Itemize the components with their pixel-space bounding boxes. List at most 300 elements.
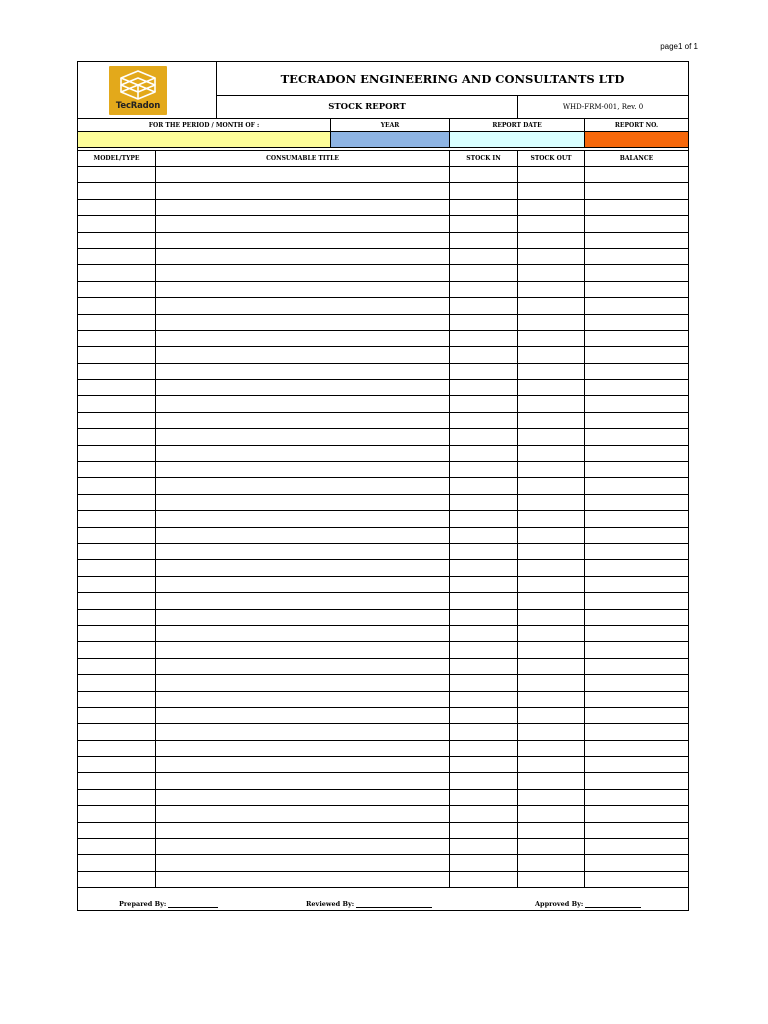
table-row xyxy=(78,462,688,478)
stock-out-cell[interactable] xyxy=(518,528,585,543)
stock-out-cell[interactable] xyxy=(518,773,585,788)
balance-cell[interactable] xyxy=(585,495,688,510)
table-header-row xyxy=(78,151,688,167)
table-row xyxy=(78,183,688,199)
table-row xyxy=(78,806,688,822)
stock-out-cell[interactable] xyxy=(518,298,585,313)
stock-in-cell[interactable] xyxy=(450,708,518,723)
year-field[interactable] xyxy=(331,132,450,147)
model-type-cell[interactable] xyxy=(78,331,156,346)
balance-cell[interactable] xyxy=(585,478,688,493)
stock-in-cell[interactable] xyxy=(450,806,518,821)
balance-cell[interactable] xyxy=(585,560,688,575)
stacked-boxes-icon xyxy=(115,69,161,101)
consumable-title-cell[interactable] xyxy=(156,331,450,346)
stock-out-cell[interactable] xyxy=(518,249,585,264)
stock-in-cell[interactable] xyxy=(450,724,518,739)
consumable-title-cell[interactable] xyxy=(156,806,450,821)
stock-in-cell[interactable] xyxy=(450,839,518,854)
stock-in-cell[interactable] xyxy=(450,347,518,362)
table-row xyxy=(78,577,688,593)
model-type-cell[interactable] xyxy=(78,593,156,608)
stock-in-cell[interactable] xyxy=(450,593,518,608)
model-type-cell[interactable] xyxy=(78,380,156,395)
column-header-stock-out: STOCK OUT xyxy=(518,151,585,166)
signature-footer xyxy=(78,896,688,910)
stock-out-cell[interactable] xyxy=(518,757,585,772)
consumable-title-cell[interactable] xyxy=(156,855,450,870)
column-header-balance: BALANCE xyxy=(619,155,654,162)
table-row xyxy=(78,823,688,839)
table-row xyxy=(78,396,688,412)
table-row xyxy=(78,741,688,757)
company-logo xyxy=(109,66,167,115)
table-row xyxy=(78,773,688,789)
stock-out-cell[interactable] xyxy=(518,626,585,641)
model-type-cell[interactable] xyxy=(78,708,156,723)
balance-cell[interactable] xyxy=(585,593,688,608)
form-code: WHD-FRM-001, Rev. 0 xyxy=(562,103,644,111)
consumable-title-cell[interactable] xyxy=(156,741,450,756)
stock-in-cell[interactable] xyxy=(450,528,518,543)
stock-in-cell[interactable] xyxy=(450,560,518,575)
model-type-cell[interactable] xyxy=(78,167,156,182)
stock-in-cell[interactable] xyxy=(450,216,518,231)
table-row xyxy=(78,331,688,347)
consumable-title-cell[interactable] xyxy=(156,593,450,608)
table-row xyxy=(78,610,688,626)
balance-cell[interactable] xyxy=(585,790,688,805)
model-type-cell[interactable] xyxy=(78,823,156,838)
balance-cell[interactable] xyxy=(585,823,688,838)
model-type-cell[interactable] xyxy=(78,790,156,805)
balance-cell[interactable] xyxy=(585,200,688,215)
balance-cell[interactable] xyxy=(585,315,688,330)
model-type-cell[interactable] xyxy=(78,757,156,772)
consumable-title-cell[interactable] xyxy=(156,200,450,215)
form-header xyxy=(78,62,688,119)
stock-in-cell[interactable] xyxy=(450,413,518,428)
consumable-title-cell[interactable] xyxy=(156,724,450,739)
consumable-title-cell[interactable] xyxy=(156,757,450,772)
prepared-by-line[interactable] xyxy=(168,900,218,908)
stock-out-cell[interactable] xyxy=(518,708,585,723)
consumable-title-cell[interactable] xyxy=(156,233,450,248)
stock-in-cell[interactable] xyxy=(450,577,518,592)
table-row xyxy=(78,560,688,576)
stock-out-cell[interactable] xyxy=(518,806,585,821)
logo-cell xyxy=(78,62,217,118)
stock-in-cell[interactable] xyxy=(450,741,518,756)
table-row xyxy=(78,200,688,216)
stock-out-cell[interactable] xyxy=(518,839,585,854)
stock-in-cell[interactable] xyxy=(450,265,518,280)
consumable-title-cell[interactable] xyxy=(156,478,450,493)
model-type-cell[interactable] xyxy=(78,249,156,264)
stock-in-cell[interactable] xyxy=(450,495,518,510)
company-name: TECRADON ENGINEERING AND CONSULTANTS LTD xyxy=(217,62,688,96)
balance-cell[interactable] xyxy=(585,692,688,707)
stock-out-cell[interactable] xyxy=(518,741,585,756)
table-row xyxy=(78,839,688,855)
stock-in-cell[interactable] xyxy=(450,315,518,330)
balance-cell[interactable] xyxy=(585,544,688,559)
balance-cell[interactable] xyxy=(585,298,688,313)
balance-cell[interactable] xyxy=(585,741,688,756)
model-type-cell[interactable] xyxy=(78,446,156,461)
model-type-cell[interactable] xyxy=(78,724,156,739)
stock-in-cell[interactable] xyxy=(450,855,518,870)
table-row xyxy=(78,757,688,773)
table-row xyxy=(78,380,688,396)
stock-in-cell[interactable] xyxy=(450,642,518,657)
consumable-title-cell[interactable] xyxy=(156,183,450,198)
balance-cell[interactable] xyxy=(585,724,688,739)
table-row xyxy=(78,364,688,380)
model-type-cell[interactable] xyxy=(78,364,156,379)
consumable-title-cell[interactable] xyxy=(156,282,450,297)
stock-in-cell[interactable] xyxy=(450,331,518,346)
reviewed-by-signature xyxy=(306,900,432,908)
balance-cell[interactable] xyxy=(585,757,688,772)
balance-cell[interactable] xyxy=(585,331,688,346)
reviewed-by-line[interactable] xyxy=(356,900,432,908)
consumable-title-cell[interactable] xyxy=(156,462,450,477)
stock-out-cell[interactable] xyxy=(518,282,585,297)
consumable-title-cell[interactable] xyxy=(156,364,450,379)
model-type-cell[interactable] xyxy=(78,659,156,674)
column-header-stock-in: STOCK IN xyxy=(450,151,518,166)
stock-out-cell[interactable] xyxy=(518,511,585,526)
stock-out-cell[interactable] xyxy=(518,200,585,215)
stock-in-cell[interactable] xyxy=(450,872,518,887)
consumable-title-cell[interactable] xyxy=(156,790,450,805)
stock-out-cell[interactable] xyxy=(518,233,585,248)
consumable-title-cell[interactable] xyxy=(156,560,450,575)
table-row xyxy=(78,511,688,527)
balance-cell[interactable] xyxy=(585,855,688,870)
stock-out-cell[interactable] xyxy=(518,495,585,510)
consumable-title-cell[interactable] xyxy=(156,167,450,182)
stock-out-cell[interactable] xyxy=(518,577,585,592)
stock-out-cell[interactable] xyxy=(518,364,585,379)
table-row xyxy=(78,495,688,511)
balance-cell[interactable] xyxy=(585,249,688,264)
model-type-cell[interactable] xyxy=(78,642,156,657)
balance-cell[interactable] xyxy=(585,659,688,674)
stock-out-cell[interactable] xyxy=(518,396,585,411)
stock-out-cell[interactable] xyxy=(518,216,585,231)
balance-cell[interactable] xyxy=(585,216,688,231)
balance-cell[interactable] xyxy=(585,282,688,297)
stock-in-cell[interactable] xyxy=(450,675,518,690)
stock-in-cell[interactable] xyxy=(450,446,518,461)
consumable-title-cell[interactable] xyxy=(156,495,450,510)
balance-cell[interactable] xyxy=(585,413,688,428)
balance-cell[interactable] xyxy=(585,839,688,854)
period-value-row xyxy=(78,132,688,148)
stock-in-cell[interactable] xyxy=(450,790,518,805)
stock-out-cell[interactable] xyxy=(518,331,585,346)
consumable-title-cell[interactable] xyxy=(156,708,450,723)
year-label: YEAR xyxy=(331,119,450,132)
consumable-title-cell[interactable] xyxy=(156,216,450,231)
stock-in-cell[interactable] xyxy=(450,692,518,707)
balance-cell[interactable] xyxy=(585,511,688,526)
table-row xyxy=(78,872,688,888)
table-row xyxy=(78,167,688,183)
consumable-title-cell[interactable] xyxy=(156,626,450,641)
stock-out-cell[interactable] xyxy=(518,560,585,575)
model-type-cell[interactable] xyxy=(78,298,156,313)
stock-out-cell[interactable] xyxy=(518,872,585,887)
report-no-label: REPORT NO. xyxy=(585,119,688,132)
balance-cell[interactable] xyxy=(585,233,688,248)
stock-out-cell[interactable] xyxy=(518,265,585,280)
model-type-cell[interactable] xyxy=(78,839,156,854)
balance-cell[interactable] xyxy=(585,462,688,477)
consumable-title-cell[interactable] xyxy=(156,675,450,690)
consumable-title-cell[interactable] xyxy=(156,528,450,543)
table-row xyxy=(78,790,688,806)
stock-out-cell[interactable] xyxy=(518,642,585,657)
table-row xyxy=(78,413,688,429)
logo-text: TecRadon xyxy=(115,101,161,111)
table-row xyxy=(78,528,688,544)
consumable-title-cell[interactable] xyxy=(156,773,450,788)
stock-out-cell[interactable] xyxy=(518,413,585,428)
model-type-cell[interactable] xyxy=(78,413,156,428)
stock-out-cell[interactable] xyxy=(518,724,585,739)
stock-in-cell[interactable] xyxy=(450,462,518,477)
consumable-title-cell[interactable] xyxy=(156,347,450,362)
approved-by-line[interactable] xyxy=(585,900,641,908)
period-month-field[interactable] xyxy=(78,132,331,147)
balance-cell[interactable] xyxy=(585,364,688,379)
table-row xyxy=(78,233,688,249)
model-type-cell[interactable] xyxy=(78,396,156,411)
stock-out-cell[interactable] xyxy=(518,593,585,608)
stock-in-cell[interactable] xyxy=(450,610,518,625)
consumable-title-cell[interactable] xyxy=(156,249,450,264)
model-type-cell[interactable] xyxy=(78,528,156,543)
stock-out-cell[interactable] xyxy=(518,183,585,198)
balance-cell[interactable] xyxy=(585,577,688,592)
balance-cell[interactable] xyxy=(585,347,688,362)
stock-in-cell[interactable] xyxy=(450,380,518,395)
stock-out-cell[interactable] xyxy=(518,315,585,330)
table-row xyxy=(78,347,688,363)
model-type-cell[interactable] xyxy=(78,462,156,477)
model-type-cell[interactable] xyxy=(78,773,156,788)
stock-out-cell[interactable] xyxy=(518,167,585,182)
stock-out-cell[interactable] xyxy=(518,446,585,461)
stock-out-cell[interactable] xyxy=(518,478,585,493)
table-row xyxy=(78,642,688,658)
consumable-title-cell[interactable] xyxy=(156,380,450,395)
consumable-title-cell[interactable] xyxy=(156,544,450,559)
model-type-cell[interactable] xyxy=(78,200,156,215)
prepared-by-label: Prepared By: xyxy=(119,900,167,908)
model-type-cell[interactable] xyxy=(78,692,156,707)
stock-in-cell[interactable] xyxy=(450,757,518,772)
table-row xyxy=(78,282,688,298)
table-row xyxy=(78,724,688,740)
model-type-cell[interactable] xyxy=(78,806,156,821)
model-type-cell[interactable] xyxy=(78,183,156,198)
balance-cell[interactable] xyxy=(585,183,688,198)
stock-in-cell[interactable] xyxy=(450,183,518,198)
stock-out-cell[interactable] xyxy=(518,462,585,477)
column-header-consumable-title: CONSUMABLE TITLE xyxy=(156,151,450,166)
consumable-title-cell[interactable] xyxy=(156,396,450,411)
consumable-title-cell[interactable] xyxy=(156,298,450,313)
stock-out-cell[interactable] xyxy=(518,823,585,838)
balance-cell[interactable] xyxy=(585,429,688,444)
balance-cell[interactable] xyxy=(585,380,688,395)
table-row xyxy=(78,265,688,281)
model-type-cell[interactable] xyxy=(78,544,156,559)
model-type-cell[interactable] xyxy=(78,855,156,870)
table-row xyxy=(78,626,688,642)
consumable-title-cell[interactable] xyxy=(156,577,450,592)
balance-cell[interactable] xyxy=(585,642,688,657)
consumable-title-cell[interactable] xyxy=(156,659,450,674)
model-type-cell[interactable] xyxy=(78,560,156,575)
balance-cell[interactable] xyxy=(585,872,688,887)
balance-cell[interactable] xyxy=(585,626,688,641)
model-type-cell[interactable] xyxy=(78,429,156,444)
model-type-cell[interactable] xyxy=(78,610,156,625)
stock-in-cell[interactable] xyxy=(450,659,518,674)
report-date-field[interactable] xyxy=(450,132,585,147)
model-type-cell[interactable] xyxy=(78,741,156,756)
balance-cell[interactable] xyxy=(585,806,688,821)
report-date-label: REPORT DATE xyxy=(450,119,585,132)
balance-cell[interactable] xyxy=(585,265,688,280)
stock-out-cell[interactable] xyxy=(518,659,585,674)
stock-out-cell[interactable] xyxy=(518,790,585,805)
consumable-title-cell[interactable] xyxy=(156,413,450,428)
model-type-cell[interactable] xyxy=(78,233,156,248)
stock-in-cell[interactable] xyxy=(450,773,518,788)
stock-out-cell[interactable] xyxy=(518,692,585,707)
table-row xyxy=(78,544,688,560)
stock-out-cell[interactable] xyxy=(518,675,585,690)
stock-out-cell[interactable] xyxy=(518,544,585,559)
model-type-cell[interactable] xyxy=(78,872,156,887)
stock-in-cell[interactable] xyxy=(450,511,518,526)
consumable-title-cell[interactable] xyxy=(156,429,450,444)
stock-out-cell[interactable] xyxy=(518,429,585,444)
table-row xyxy=(78,708,688,724)
model-type-cell[interactable] xyxy=(78,495,156,510)
reviewed-by-label: Reviewed By: xyxy=(306,900,355,908)
report-title: STOCK REPORT xyxy=(217,96,518,118)
consumable-title-cell[interactable] xyxy=(156,823,450,838)
stock-in-cell[interactable] xyxy=(450,233,518,248)
stock-table xyxy=(78,151,688,888)
period-month-label: FOR THE PERIOD / MONTH OF : xyxy=(78,119,331,132)
table-row xyxy=(78,478,688,494)
consumable-title-cell[interactable] xyxy=(156,642,450,657)
approved-by-label: Approved By: xyxy=(535,900,584,908)
table-row xyxy=(78,855,688,871)
consumable-title-cell[interactable] xyxy=(156,265,450,280)
stock-in-cell[interactable] xyxy=(450,396,518,411)
model-type-cell[interactable] xyxy=(78,216,156,231)
stock-in-cell[interactable] xyxy=(450,167,518,182)
consumable-title-cell[interactable] xyxy=(156,511,450,526)
stock-in-cell[interactable] xyxy=(450,823,518,838)
table-row xyxy=(78,659,688,675)
balance-cell[interactable] xyxy=(585,446,688,461)
consumable-title-cell[interactable] xyxy=(156,610,450,625)
column-header-model-type: MODEL/TYPE xyxy=(78,151,156,166)
period-label-row xyxy=(78,119,688,132)
table-row xyxy=(78,429,688,445)
stock-in-cell[interactable] xyxy=(450,282,518,297)
stock-out-cell[interactable] xyxy=(518,610,585,625)
stock-out-cell[interactable] xyxy=(518,855,585,870)
balance-cell[interactable] xyxy=(585,167,688,182)
balance-cell[interactable] xyxy=(585,610,688,625)
table-row xyxy=(78,249,688,265)
report-no-field[interactable] xyxy=(585,132,688,147)
stock-in-cell[interactable] xyxy=(450,200,518,215)
consumable-title-cell[interactable] xyxy=(156,872,450,887)
model-type-cell[interactable] xyxy=(78,315,156,330)
model-type-cell[interactable] xyxy=(78,577,156,592)
model-type-cell[interactable] xyxy=(78,675,156,690)
stock-in-cell[interactable] xyxy=(450,544,518,559)
table-row xyxy=(78,675,688,691)
consumable-title-cell[interactable] xyxy=(156,446,450,461)
stock-in-cell[interactable] xyxy=(450,478,518,493)
consumable-title-cell[interactable] xyxy=(156,315,450,330)
model-type-cell[interactable] xyxy=(78,511,156,526)
model-type-cell[interactable] xyxy=(78,626,156,641)
stock-report-form xyxy=(77,61,689,911)
model-type-cell[interactable] xyxy=(78,282,156,297)
stock-out-cell[interactable] xyxy=(518,347,585,362)
table-row xyxy=(78,315,688,331)
table-row xyxy=(78,446,688,462)
stock-in-cell[interactable] xyxy=(450,626,518,641)
stock-out-cell[interactable] xyxy=(518,380,585,395)
balance-cell[interactable] xyxy=(585,773,688,788)
stock-in-cell[interactable] xyxy=(450,249,518,264)
balance-cell[interactable] xyxy=(585,528,688,543)
page-number: page1 of 1 xyxy=(660,42,698,51)
consumable-title-cell[interactable] xyxy=(156,692,450,707)
table-row xyxy=(78,593,688,609)
stock-in-cell[interactable] xyxy=(450,298,518,313)
stock-in-cell[interactable] xyxy=(450,429,518,444)
consumable-title-cell[interactable] xyxy=(156,839,450,854)
balance-cell[interactable] xyxy=(585,396,688,411)
table-row xyxy=(78,692,688,708)
balance-cell[interactable] xyxy=(585,675,688,690)
model-type-cell[interactable] xyxy=(78,347,156,362)
table-row xyxy=(78,216,688,232)
stock-in-cell[interactable] xyxy=(450,364,518,379)
balance-cell[interactable] xyxy=(585,708,688,723)
table-row xyxy=(78,298,688,314)
model-type-cell[interactable] xyxy=(78,265,156,280)
model-type-cell[interactable] xyxy=(78,478,156,493)
prepared-by-signature xyxy=(119,900,218,908)
